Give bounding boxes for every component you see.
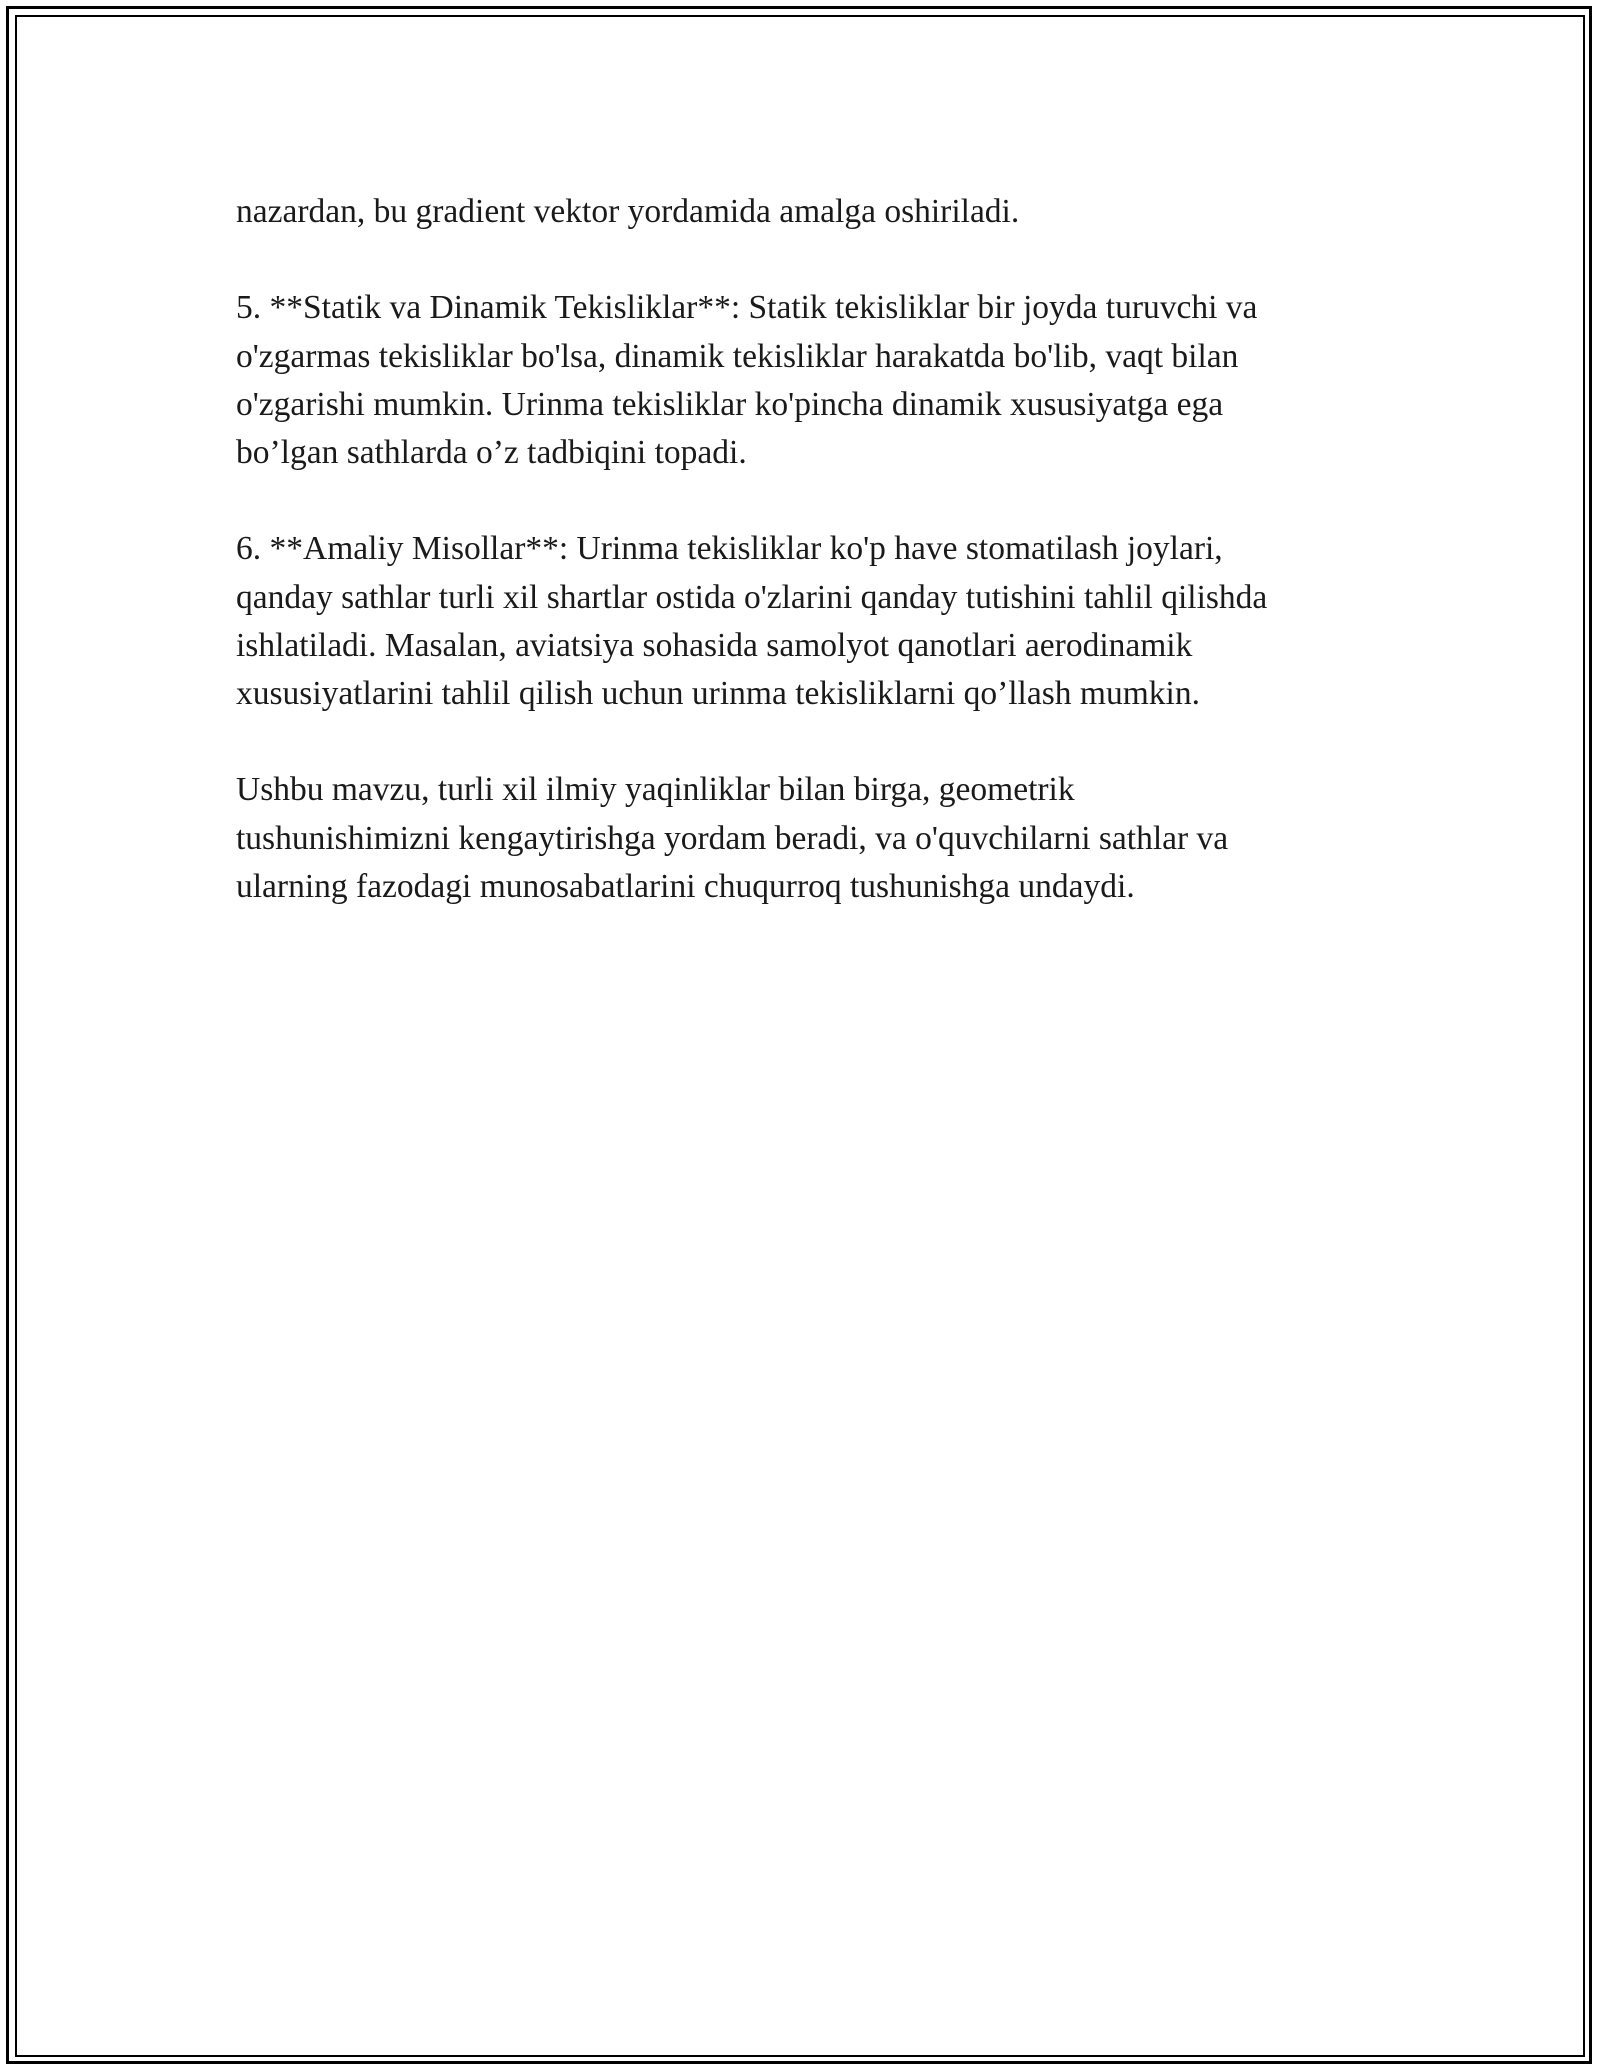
paragraph-continuation — [236, 188, 1376, 236]
text-line: 6. **Amaliy Misollar**: Urinma tekisliklar ko'p have stomatilash joylari, — [236, 530, 1223, 568]
paragraph-item-5 — [236, 284, 1376, 477]
document-body — [236, 188, 1376, 959]
paragraph-item-6 — [236, 525, 1376, 718]
text-line: qanday sathlar turli xil shartlar ostida o'zlarini qanday tutishini tahlil qilishda — [236, 578, 1268, 616]
text-line: bo’lgan sathlarda o’z tadbiqini topadi. — [236, 434, 747, 471]
text-line: 5. **Statik va Dinamik Tekisliklar**: Statik tekisliklar bir joyda turuvchi va — [236, 289, 1258, 327]
text-line: ularning fazodagi munosabatlarini chuqurroq tushunishga undaydi. — [236, 867, 1135, 905]
text-line: ishlatiladi. Masalan, aviatsiya sohasida samolyot qanotlari aerodinamik — [236, 626, 1193, 664]
text-line: o'zgarishi mumkin. Urinma tekisliklar ko'pincha dinamik xususiyatga ega — [236, 385, 1224, 423]
text-line: Ushbu mavzu, turli xil ilmiy yaqinliklar bilan birga, geometrik — [236, 771, 1075, 809]
text-line: nazardan, bu gradient vektor yordamida amalga oshiriladi. — [236, 193, 1020, 230]
text-line: xususiyatlarini tahlil qilish uchun urinma tekisliklarni qo’llash mumkin. — [236, 675, 1200, 712]
text-line: o'zgarmas tekisliklar bo'lsa, dinamik tekisliklar harakatda bo'lib, vaqt bilan — [236, 337, 1239, 375]
text-line: tushunishimizni kengaytirishga yordam beradi, va o'quvchilarni sathlar va — [236, 819, 1229, 857]
paragraph-conclusion — [236, 766, 1376, 911]
